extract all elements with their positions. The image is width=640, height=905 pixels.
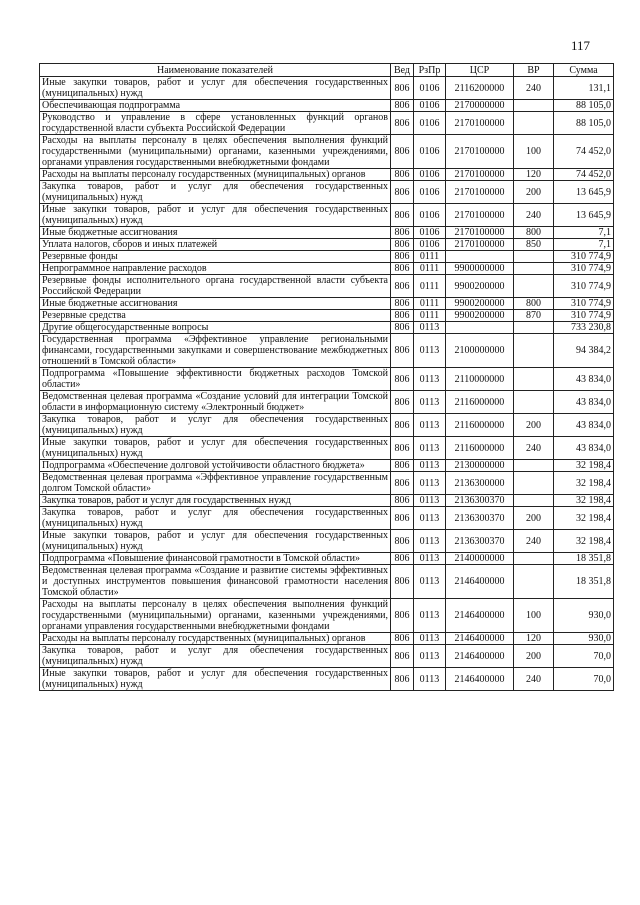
row-csr: 2170100000: [446, 169, 514, 181]
header-ved: Вед: [391, 64, 414, 77]
row-name: Иные бюджетные ассигнования: [40, 298, 391, 310]
row-sum: 43 834,0: [554, 414, 614, 437]
table-header-row: [40, 64, 614, 77]
row-ved: 806: [391, 530, 414, 553]
table-row: [40, 472, 614, 495]
row-csr: 9900200000: [446, 275, 514, 298]
row-vr: [514, 553, 554, 565]
row-name: Иные бюджетные ассигнования: [40, 227, 391, 239]
row-name: Подпрограмма «Обеспечение долговой устойчивости областного бюджета»: [40, 460, 391, 472]
row-rzpr: 0106: [414, 239, 446, 251]
row-ved: 806: [391, 251, 414, 263]
row-rzpr: 0113: [414, 553, 446, 565]
row-sum: 310 774,9: [554, 298, 614, 310]
row-csr: 2136300370: [446, 530, 514, 553]
table-row: [40, 275, 614, 298]
row-rzpr: 0113: [414, 472, 446, 495]
row-ved: 806: [391, 322, 414, 334]
row-ved: 806: [391, 368, 414, 391]
row-sum: 32 198,4: [554, 472, 614, 495]
row-vr: 240: [514, 204, 554, 227]
row-rzpr: 0106: [414, 100, 446, 112]
row-name: Закупка товаров, работ и услуг для обеспечения государственных (муниципальных) нужд: [40, 181, 391, 204]
header-sum: Сумма: [554, 64, 614, 77]
row-sum: 88 105,0: [554, 100, 614, 112]
row-csr: [446, 322, 514, 334]
row-vr: 100: [514, 599, 554, 633]
row-name: Иные закупки товаров, работ и услуг для обеспечения государственных (муниципальных) нужд: [40, 437, 391, 460]
page-number: 117: [571, 38, 591, 53]
row-vr: [514, 251, 554, 263]
row-csr: 2130000000: [446, 460, 514, 472]
row-vr: 240: [514, 437, 554, 460]
row-sum: 733 230,8: [554, 322, 614, 334]
table-row: [40, 322, 614, 334]
row-ved: 806: [391, 77, 414, 100]
row-ved: 806: [391, 310, 414, 322]
row-rzpr: 0113: [414, 633, 446, 645]
row-vr: 850: [514, 239, 554, 251]
table-row: [40, 251, 614, 263]
row-name: Ведомственная целевая программа «Создание и развитие системы эффективных и доступных инструментов повышения финансовой грамотности населения Томской области»: [40, 565, 391, 599]
row-rzpr: 0113: [414, 599, 446, 633]
row-rzpr: 0106: [414, 227, 446, 239]
row-sum: 32 198,4: [554, 460, 614, 472]
row-name: Обеспечивающая подпрограмма: [40, 100, 391, 112]
row-vr: [514, 495, 554, 507]
row-csr: 2136300370: [446, 495, 514, 507]
row-rzpr: 0111: [414, 298, 446, 310]
row-rzpr: 0113: [414, 668, 446, 691]
row-sum: 43 834,0: [554, 391, 614, 414]
row-rzpr: 0111: [414, 263, 446, 275]
row-name: Закупка товаров, работ и услуг для государственных нужд: [40, 495, 391, 507]
row-ved: 806: [391, 181, 414, 204]
row-vr: 200: [514, 645, 554, 668]
row-ved: 806: [391, 239, 414, 251]
row-name: Закупка товаров, работ и услуг для обеспечения государственных (муниципальных) нужд: [40, 507, 391, 530]
table-row: [40, 227, 614, 239]
row-csr: 2170100000: [446, 239, 514, 251]
row-name: Расходы на выплаты персоналу государственных (муниципальных) органов: [40, 633, 391, 645]
row-ved: 806: [391, 204, 414, 227]
row-csr: 2170100000: [446, 204, 514, 227]
row-ved: 806: [391, 169, 414, 181]
row-ved: 806: [391, 263, 414, 275]
header-csr: ЦСР: [446, 64, 514, 77]
table-row: [40, 368, 614, 391]
row-sum: 131,1: [554, 77, 614, 100]
row-csr: 9900000000: [446, 263, 514, 275]
row-csr: 9900200000: [446, 310, 514, 322]
row-sum: 310 774,9: [554, 275, 614, 298]
row-name: Иные закупки товаров, работ и услуг для обеспечения государственных (муниципальных) нужд: [40, 530, 391, 553]
table-row: [40, 599, 614, 633]
row-rzpr: 0113: [414, 507, 446, 530]
row-csr: 2146400000: [446, 565, 514, 599]
row-name: Резервные фонды исполнительного органа государственной власти субъекта Российской Федерации: [40, 275, 391, 298]
row-csr: 2170100000: [446, 112, 514, 135]
row-vr: 800: [514, 298, 554, 310]
row-sum: 310 774,9: [554, 310, 614, 322]
row-rzpr: 0113: [414, 414, 446, 437]
row-rzpr: 0113: [414, 391, 446, 414]
row-rzpr: 0111: [414, 251, 446, 263]
row-rzpr: 0113: [414, 530, 446, 553]
row-sum: 43 834,0: [554, 437, 614, 460]
row-vr: 240: [514, 530, 554, 553]
table-row: [40, 334, 614, 368]
row-rzpr: 0113: [414, 437, 446, 460]
row-name: Иные закупки товаров, работ и услуг для обеспечения государственных (муниципальных) нужд: [40, 204, 391, 227]
row-csr: 2170000000: [446, 100, 514, 112]
row-name: Ведомственная целевая программа «Создание условий для интеграции Томской области в информационную систему «Электронный бюджет»: [40, 391, 391, 414]
row-rzpr: 0113: [414, 368, 446, 391]
row-name: Закупка товаров, работ и услуг для обеспечения государственных (муниципальных) нужд: [40, 414, 391, 437]
row-ved: 806: [391, 668, 414, 691]
row-vr: [514, 334, 554, 368]
row-csr: 2100000000: [446, 334, 514, 368]
table-row: [40, 263, 614, 275]
row-rzpr: 0111: [414, 310, 446, 322]
table-row: [40, 530, 614, 553]
row-ved: 806: [391, 334, 414, 368]
row-vr: [514, 368, 554, 391]
row-ved: 806: [391, 507, 414, 530]
row-ved: 806: [391, 565, 414, 599]
header-vr: ВР: [514, 64, 554, 77]
row-sum: 930,0: [554, 633, 614, 645]
row-vr: [514, 322, 554, 334]
row-sum: 32 198,4: [554, 495, 614, 507]
row-csr: 2146400000: [446, 599, 514, 633]
row-vr: [514, 460, 554, 472]
header-name: Наименование показателей: [40, 64, 391, 77]
row-sum: 74 452,0: [554, 169, 614, 181]
table-row: [40, 553, 614, 565]
row-vr: 240: [514, 77, 554, 100]
row-vr: [514, 100, 554, 112]
table-row: [40, 298, 614, 310]
table-row: [40, 633, 614, 645]
row-vr: 240: [514, 668, 554, 691]
row-csr: 2136300000: [446, 472, 514, 495]
table-row: [40, 112, 614, 135]
row-name: Резервные средства: [40, 310, 391, 322]
row-csr: 2116200000: [446, 77, 514, 100]
row-name: Резервные фонды: [40, 251, 391, 263]
row-sum: 18 351,8: [554, 565, 614, 599]
row-rzpr: 0113: [414, 645, 446, 668]
row-csr: 2170100000: [446, 135, 514, 169]
row-vr: 200: [514, 507, 554, 530]
row-ved: 806: [391, 460, 414, 472]
table-row: [40, 135, 614, 169]
row-sum: 43 834,0: [554, 368, 614, 391]
row-csr: 2140000000: [446, 553, 514, 565]
row-name: Непрограммное направление расходов: [40, 263, 391, 275]
row-name: Иные закупки товаров, работ и услуг для обеспечения государственных (муниципальных) нужд: [40, 77, 391, 100]
row-sum: 13 645,9: [554, 181, 614, 204]
row-sum: 70,0: [554, 668, 614, 691]
table-row: [40, 310, 614, 322]
row-csr: 2136300370: [446, 507, 514, 530]
row-csr: 2146400000: [446, 668, 514, 691]
row-vr: [514, 112, 554, 135]
row-sum: 88 105,0: [554, 112, 614, 135]
row-vr: 120: [514, 169, 554, 181]
row-ved: 806: [391, 135, 414, 169]
row-vr: 200: [514, 181, 554, 204]
row-vr: [514, 565, 554, 599]
row-ved: 806: [391, 414, 414, 437]
row-ved: 806: [391, 227, 414, 239]
row-vr: 100: [514, 135, 554, 169]
row-ved: 806: [391, 495, 414, 507]
row-name: Подпрограмма «Повышение эффективности бюджетных расходов Томской области»: [40, 368, 391, 391]
row-csr: [446, 251, 514, 263]
row-vr: [514, 275, 554, 298]
row-sum: 70,0: [554, 645, 614, 668]
row-name: Руководство и управление в сфере установленных функций органов государственной власти субъекта Российской Федерации: [40, 112, 391, 135]
row-csr: 2116000000: [446, 437, 514, 460]
row-ved: 806: [391, 472, 414, 495]
row-rzpr: 0106: [414, 204, 446, 227]
row-ved: 806: [391, 645, 414, 668]
row-vr: [514, 391, 554, 414]
row-rzpr: 0106: [414, 112, 446, 135]
row-sum: 930,0: [554, 599, 614, 633]
row-sum: 32 198,4: [554, 530, 614, 553]
row-name: Другие общегосударственные вопросы: [40, 322, 391, 334]
row-vr: [514, 263, 554, 275]
row-name: Расходы на выплаты персоналу государственных (муниципальных) органов: [40, 169, 391, 181]
table-row: [40, 100, 614, 112]
row-sum: 74 452,0: [554, 135, 614, 169]
table-row: [40, 495, 614, 507]
row-sum: 7,1: [554, 227, 614, 239]
table-row: [40, 507, 614, 530]
row-rzpr: 0113: [414, 495, 446, 507]
row-ved: 806: [391, 599, 414, 633]
row-rzpr: 0106: [414, 181, 446, 204]
table-row: [40, 239, 614, 251]
row-vr: 120: [514, 633, 554, 645]
table-row: [40, 565, 614, 599]
row-ved: 806: [391, 275, 414, 298]
row-sum: 7,1: [554, 239, 614, 251]
row-ved: 806: [391, 391, 414, 414]
row-name: Закупка товаров, работ и услуг для обеспечения государственных (муниципальных) нужд: [40, 645, 391, 668]
row-sum: 13 645,9: [554, 204, 614, 227]
row-name: Расходы на выплаты персоналу в целях обеспечения выполнения функций государственными (муниципальными) органами, казенными учреждениями, органами управления государственными внебюджетными фондами: [40, 135, 391, 169]
row-csr: 2170100000: [446, 227, 514, 239]
row-rzpr: 0106: [414, 135, 446, 169]
row-vr: 200: [514, 414, 554, 437]
row-rzpr: 0113: [414, 334, 446, 368]
row-name: Подпрограмма «Повышение финансовой грамотности в Томской области»: [40, 553, 391, 565]
row-name: Иные закупки товаров, работ и услуг для обеспечения государственных (муниципальных) нужд: [40, 668, 391, 691]
row-rzpr: 0111: [414, 275, 446, 298]
row-csr: 2146400000: [446, 645, 514, 668]
row-csr: 2116000000: [446, 391, 514, 414]
row-csr: 2146400000: [446, 633, 514, 645]
row-sum: 94 384,2: [554, 334, 614, 368]
row-ved: 806: [391, 437, 414, 460]
row-csr: 9900200000: [446, 298, 514, 310]
header-rzpr: РзПр: [414, 64, 446, 77]
row-sum: 310 774,9: [554, 263, 614, 275]
row-ved: 806: [391, 112, 414, 135]
table-row: [40, 668, 614, 691]
row-csr: 2170100000: [446, 181, 514, 204]
row-vr: [514, 472, 554, 495]
row-ved: 806: [391, 633, 414, 645]
table-row: [40, 391, 614, 414]
row-rzpr: 0106: [414, 77, 446, 100]
row-name: Расходы на выплаты персоналу в целях обеспечения выполнения функций государственными (муниципальными) органами, казенными учреждениями, органами управления государственными внебюджетными фондами: [40, 599, 391, 633]
table-row: [40, 181, 614, 204]
row-ved: 806: [391, 298, 414, 310]
row-rzpr: 0106: [414, 169, 446, 181]
budget-table: [39, 63, 614, 691]
row-name: Государственная программа «Эффективное управление региональными финансами, государственными закупками и совершенствование межбюджетных отношений в Томской области»: [40, 334, 391, 368]
table-row: [40, 204, 614, 227]
row-csr: 2116000000: [446, 414, 514, 437]
row-rzpr: 0113: [414, 565, 446, 599]
row-sum: 310 774,9: [554, 251, 614, 263]
row-vr: 800: [514, 227, 554, 239]
row-vr: 870: [514, 310, 554, 322]
row-name: Ведомственная целевая программа «Эффективное управление государственным долгом Томской области»: [40, 472, 391, 495]
row-rzpr: 0113: [414, 322, 446, 334]
table-row: [40, 460, 614, 472]
row-rzpr: 0113: [414, 460, 446, 472]
row-csr: 2110000000: [446, 368, 514, 391]
table-row: [40, 414, 614, 437]
row-ved: 806: [391, 553, 414, 565]
table-row: [40, 437, 614, 460]
table-row: [40, 645, 614, 668]
table-row: [40, 77, 614, 100]
row-name: Уплата налогов, сборов и иных платежей: [40, 239, 391, 251]
row-sum: 32 198,4: [554, 507, 614, 530]
row-sum: 18 351,8: [554, 553, 614, 565]
table-row: [40, 169, 614, 181]
row-ved: 806: [391, 100, 414, 112]
